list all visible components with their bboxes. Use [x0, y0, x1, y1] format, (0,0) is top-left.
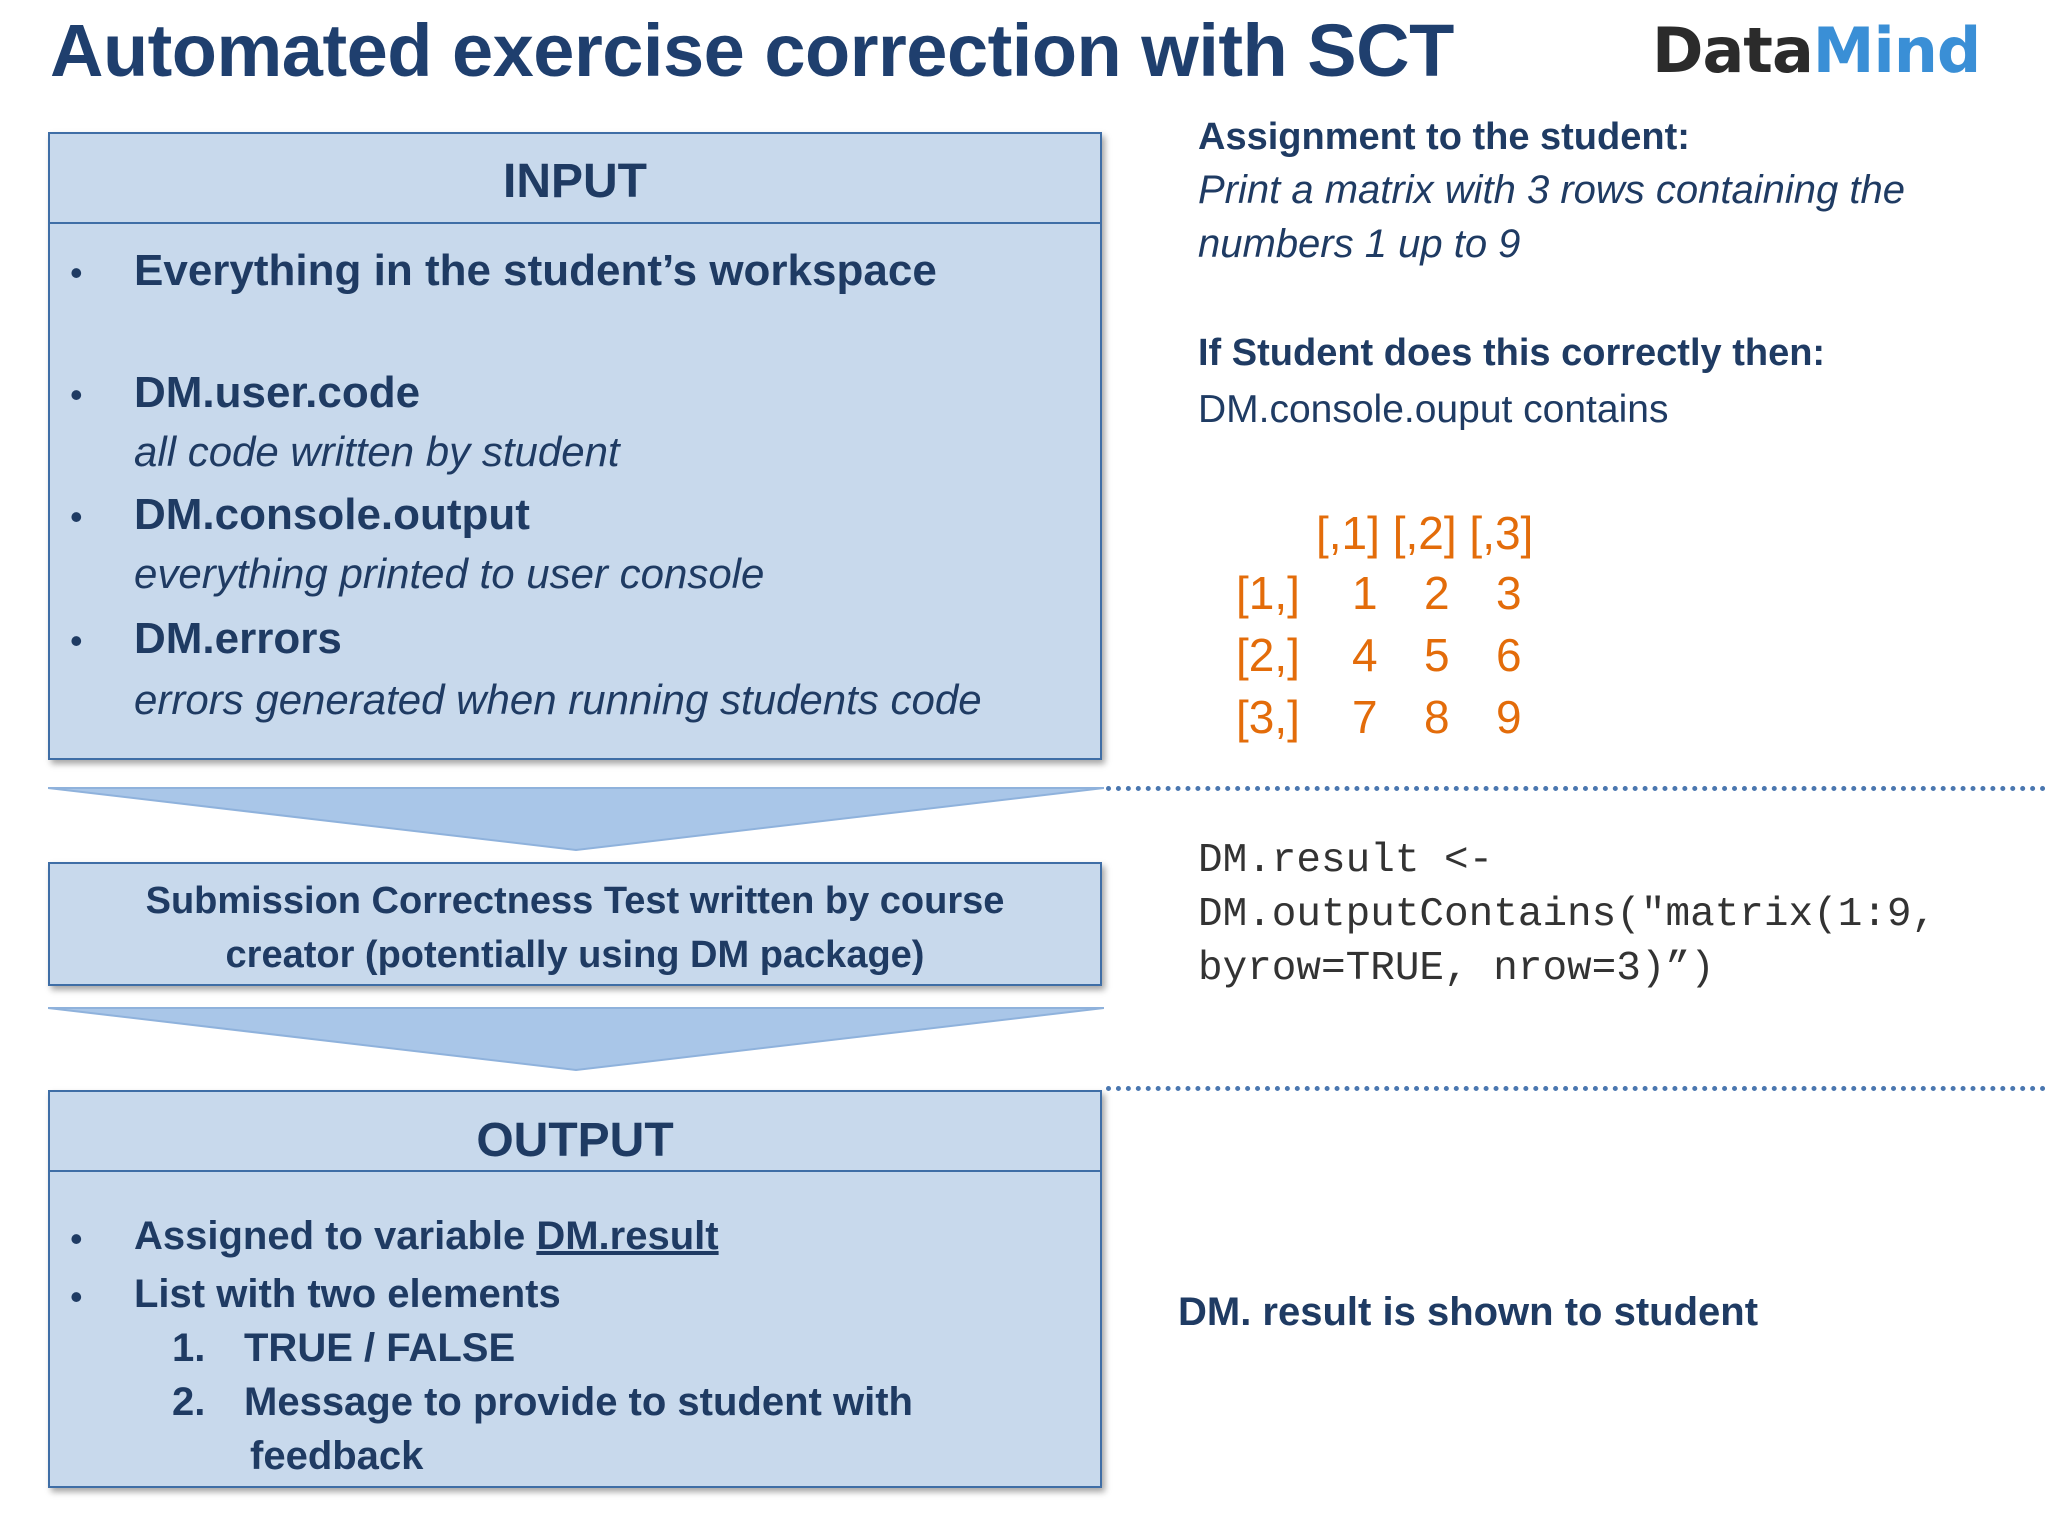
input-item-user-code-desc: all code written by student	[134, 428, 620, 475]
output-sub-num-1: 1.	[172, 1326, 206, 1370]
datamind-logo	[1652, 14, 1980, 87]
matrix-cell: 3	[1496, 567, 1522, 619]
bullet: •	[70, 1276, 83, 1317]
matrix-cell: 6	[1496, 629, 1522, 681]
output-sub-true-false: TRUE / FALSE	[244, 1326, 516, 1370]
output-box	[48, 1090, 1102, 1488]
code-line1: DM.result <-	[1198, 838, 1494, 884]
matrix-col-headers: [,1] [,2] [,3]	[1316, 507, 1534, 559]
output-item-assigned-prefix: Assigned to variable	[134, 1214, 537, 1258]
output-sub-message: Message to provide to student with	[244, 1380, 913, 1424]
output-sub-message-cont: feedback	[250, 1434, 424, 1478]
output-sub-num-2: 2.	[172, 1380, 206, 1424]
matrix-cell: 7	[1352, 691, 1378, 743]
input-header: INPUT	[50, 134, 1100, 224]
input-item-console-output-desc: everything printed to user console	[134, 550, 765, 597]
correct-text: DM.console.ouput contains	[1198, 388, 1669, 431]
down-arrow-2	[48, 1004, 1104, 1074]
code-line3: byrow=TRUE, nrow=3)”)	[1198, 946, 1715, 992]
down-arrow-1	[48, 784, 1104, 854]
page-title: Automated exercise correction with SCT	[50, 9, 1454, 92]
bullet: •	[70, 252, 83, 293]
matrix-row-label: [2,]	[1236, 629, 1300, 681]
input-item-user-code: DM.user.code	[134, 368, 421, 417]
result-text: DM. result is shown to student	[1178, 1290, 1759, 1334]
dotted-separator-1	[1106, 786, 2046, 791]
sct-text-line1: Submission Correctness Test written by course	[145, 880, 1005, 922]
matrix-row-label: [1,]	[1236, 567, 1300, 619]
dm-result-link: DM.result	[536, 1214, 719, 1258]
sct-box	[48, 862, 1102, 986]
code-line2: DM.outputContains("matrix(1:9,	[1198, 892, 1937, 938]
input-item-workspace: Everything in the student’s workspace	[134, 246, 937, 295]
input-item-errors-desc: errors generated when running students code	[134, 676, 982, 723]
assignment-line2: numbers 1 up to 9	[1198, 222, 1521, 266]
matrix-cell: 8	[1424, 691, 1450, 743]
correct-heading: If Student does this correctly then:	[1198, 332, 1826, 374]
bullet: •	[70, 620, 83, 661]
assignment-heading: Assignment to the student:	[1198, 116, 1690, 158]
matrix-cell: 4	[1352, 629, 1378, 681]
output-item-assigned	[134, 1214, 719, 1259]
sct-text-line2: creator (potentially using DM package)	[225, 934, 925, 976]
sct-text	[50, 874, 1100, 982]
logo-part-data: Data	[1652, 14, 1813, 87]
output-item-list: List with two elements	[134, 1272, 561, 1316]
matrix-row-label: [3,]	[1236, 691, 1300, 743]
dotted-separator-2	[1106, 1086, 2046, 1091]
bullet: •	[70, 374, 83, 415]
logo-part-mind: Mind	[1812, 14, 1981, 87]
bullet: •	[70, 496, 83, 537]
input-item-errors: DM.errors	[134, 614, 342, 663]
output-header: OUTPUT	[50, 1092, 1100, 1172]
bullet: •	[70, 1218, 83, 1259]
input-box	[48, 132, 1102, 760]
assignment-line1: Print a matrix with 3 rows containing the	[1198, 168, 1905, 212]
matrix-cell: 1	[1352, 567, 1378, 619]
input-item-console-output: DM.console.output	[134, 490, 530, 539]
matrix-cell: 5	[1424, 629, 1450, 681]
matrix-cell: 2	[1424, 567, 1450, 619]
matrix-cell: 9	[1496, 691, 1522, 743]
